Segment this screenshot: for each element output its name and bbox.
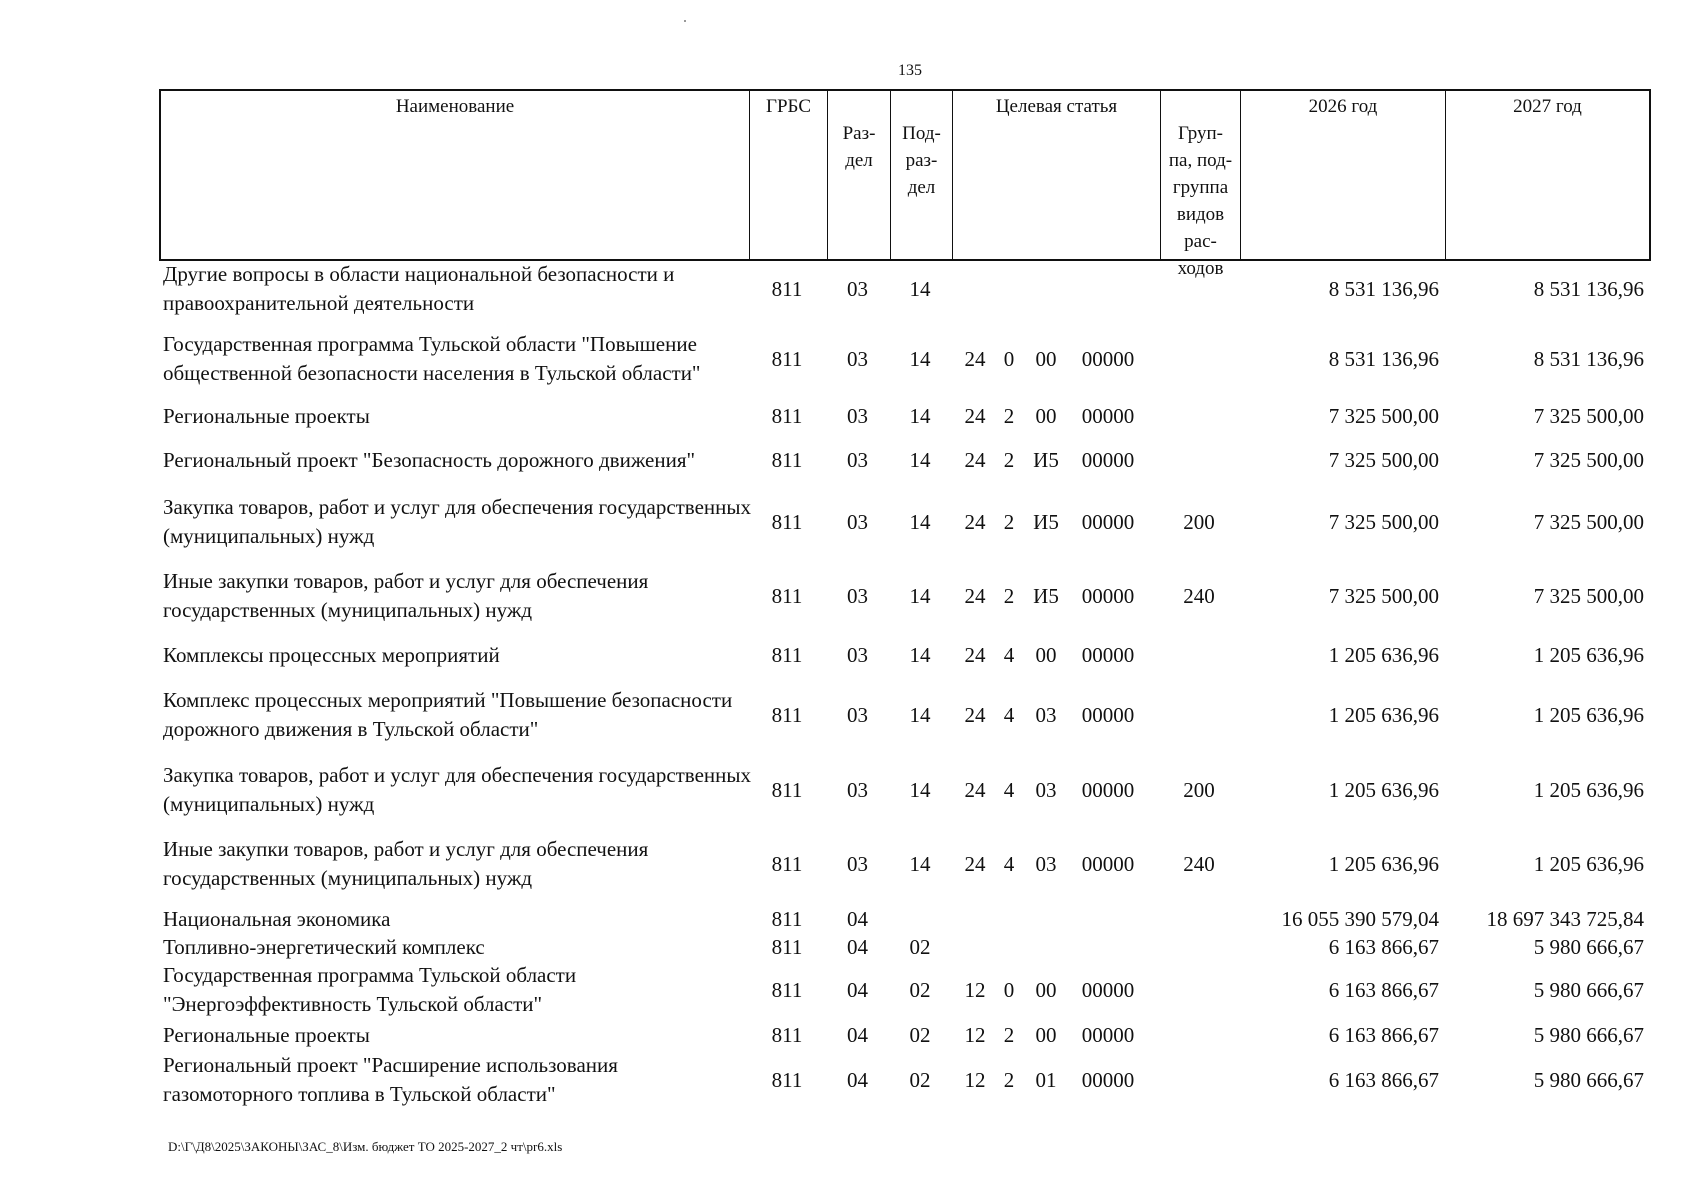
cell-target-subprogram: И5 <box>1033 509 1059 534</box>
cell-target-subprogram <box>1025 934 1067 960</box>
table-row <box>159 494 1651 550</box>
cell-amount-2027: 5 980 666,67 <box>1533 1067 1644 1092</box>
cell-razdel: 03 <box>847 509 868 534</box>
cell-podrazdel: 14 <box>909 642 931 667</box>
cell-amount-2026: 1 205 636,96 <box>1328 702 1439 727</box>
cell-grbs: 811 <box>771 1022 803 1047</box>
cell-grbs: 811 <box>771 702 803 727</box>
cell-target-direction: 00000 <box>1081 509 1135 534</box>
cell-target-direction: 00000 <box>1081 977 1135 1002</box>
header-target-text: Целевая статья <box>995 96 1118 117</box>
cell-target-type: 2 <box>1003 403 1015 428</box>
header-2026-text: 2026 год <box>1308 96 1378 117</box>
cell-name: Иные закупки товаров, работ и услуг для обеспечения государственных (муниципальных) нужд <box>163 569 649 622</box>
cell-target-type: 0 <box>1003 977 1015 1002</box>
cell-grbs: 811 <box>771 642 803 667</box>
cell-target-type: 4 <box>1003 777 1015 802</box>
cell-target-direction: 00000 <box>1081 702 1135 727</box>
cell-amount-2026: 1 205 636,96 <box>1328 642 1439 667</box>
cell-target-type <box>997 906 1021 932</box>
cell-expense-group <box>1159 638 1239 672</box>
table-row <box>159 684 1651 746</box>
cell-expense-group <box>1159 962 1239 1018</box>
cell-amount-2026: 7 325 500,00 <box>1328 509 1439 534</box>
cell-target-type: 0 <box>1003 346 1015 371</box>
cell-name: Комплекс процессных мероприятий "Повышение безопасности дорожного движения в Тульской области" <box>163 688 733 741</box>
cell-name: Региональный проект "Расширение использования газомоторного топлива в Тульской области" <box>163 1053 618 1106</box>
table-row <box>159 836 1651 892</box>
cell-podrazdel: 14 <box>909 276 931 301</box>
header-2026 <box>1241 91 1446 259</box>
cell-podrazdel: 02 <box>909 934 931 959</box>
cell-target-program: 12 <box>964 1067 986 1092</box>
cell-razdel: 04 <box>847 934 868 959</box>
cell-amount-2027: 1 205 636,96 <box>1533 851 1644 876</box>
cell-expense-group <box>1159 316 1239 402</box>
cell-podrazdel: 14 <box>909 583 931 608</box>
cell-expense-group <box>1159 684 1239 746</box>
cell-amount-2026: 8 531 136,96 <box>1328 276 1439 301</box>
cell-expense-group: 200 <box>1183 509 1215 534</box>
cell-target-type <box>997 934 1021 960</box>
cell-name: Закупка товаров, работ и услуг для обеспечения государственных (муниципальных) нужд <box>163 763 752 816</box>
cell-target-subprogram: 00 <box>1035 1022 1057 1047</box>
cell-target-direction: 00000 <box>1081 403 1135 428</box>
cell-amount-2026: 16 055 390 579,04 <box>1281 906 1439 931</box>
cell-target-type: 2 <box>1003 1022 1015 1047</box>
header-podrazdel <box>891 91 953 259</box>
table-row <box>159 906 1651 932</box>
cell-target-type: 4 <box>1003 851 1015 876</box>
cell-expense-group: 240 <box>1183 583 1215 608</box>
cell-target-type: 4 <box>1003 702 1015 727</box>
cell-target-subprogram <box>1025 260 1067 318</box>
header-grbs-text: ГРБС <box>765 96 811 117</box>
cell-grbs: 811 <box>771 276 803 301</box>
cell-razdel: 04 <box>847 1022 868 1047</box>
page-number: 135 <box>898 62 922 79</box>
cell-grbs: 811 <box>771 447 803 472</box>
cell-target-program: 24 <box>964 447 986 472</box>
table-row <box>159 316 1651 402</box>
table-row <box>159 402 1651 430</box>
header-2027-text: 2027 год <box>1513 96 1582 117</box>
cell-target-subprogram: И5 <box>1033 583 1059 608</box>
cell-razdel: 03 <box>847 777 868 802</box>
cell-amount-2026: 1 205 636,96 <box>1328 851 1439 876</box>
cell-amount-2027: 5 980 666,67 <box>1533 1022 1644 1047</box>
cell-name: Другие вопросы в области национальной безопасности и правоохранительной деятельности <box>163 262 675 315</box>
cell-amount-2027: 7 325 500,00 <box>1533 509 1644 534</box>
cell-target-direction: 00000 <box>1081 642 1135 667</box>
header-target <box>953 91 1161 259</box>
cell-amount-2026: 7 325 500,00 <box>1328 447 1439 472</box>
cell-podrazdel <box>889 906 951 932</box>
table-row <box>159 1052 1651 1108</box>
cell-target-direction: 00000 <box>1081 583 1135 608</box>
cell-podrazdel: 14 <box>909 509 931 534</box>
cell-grbs: 811 <box>771 906 803 931</box>
header-group-text: Груп- па, под- группа видов рас- ходов <box>1168 123 1233 279</box>
cell-target-type <box>997 260 1021 318</box>
footer-file-path: D:\Г\Д8\2025\ЗАКОНЫ\ЗАС_8\Изм. бюджет ТО 2025-2027_2 чт\pr6.xls <box>168 1139 563 1154</box>
cell-podrazdel: 14 <box>909 702 931 727</box>
cell-target-subprogram: 03 <box>1035 851 1057 876</box>
cell-target-program <box>958 934 992 960</box>
cell-target-subprogram: И5 <box>1033 447 1059 472</box>
cell-target-type: 2 <box>1003 447 1015 472</box>
cell-amount-2026: 6 163 866,67 <box>1328 1022 1439 1047</box>
cell-expense-group <box>1159 402 1239 430</box>
cell-amount-2026: 6 163 866,67 <box>1328 1067 1439 1092</box>
cell-expense-group <box>1159 1022 1239 1048</box>
cell-amount-2027: 1 205 636,96 <box>1533 702 1644 727</box>
cell-razdel: 03 <box>847 403 868 428</box>
header-podrazdel-text: Под- раз- дел <box>902 123 941 198</box>
cell-amount-2027: 7 325 500,00 <box>1533 447 1644 472</box>
cell-amount-2027: 1 205 636,96 <box>1533 777 1644 802</box>
header-grbs <box>750 91 828 259</box>
cell-name: Иные закупки товаров, работ и услуг для обеспечения государственных (муниципальных) нужд <box>163 837 649 890</box>
cell-expense-group <box>1159 260 1239 318</box>
cell-target-direction: 00000 <box>1081 346 1135 371</box>
cell-target-subprogram: 03 <box>1035 702 1057 727</box>
cell-podrazdel: 14 <box>909 777 931 802</box>
cell-target-direction <box>1070 934 1146 960</box>
table-row <box>159 568 1651 624</box>
scan-speck <box>684 20 686 22</box>
cell-expense-group <box>1159 934 1239 960</box>
cell-grbs: 811 <box>771 346 803 371</box>
cell-target-subprogram: 03 <box>1035 777 1057 802</box>
table-row <box>159 1022 1651 1048</box>
cell-grbs: 811 <box>771 1067 803 1092</box>
cell-razdel: 04 <box>847 977 868 1002</box>
cell-grbs: 811 <box>771 977 803 1002</box>
cell-name: Региональный проект "Безопасность дорожного движения" <box>163 447 696 472</box>
cell-target-program: 12 <box>964 977 986 1002</box>
cell-target-program: 24 <box>964 851 986 876</box>
cell-grbs: 811 <box>771 851 803 876</box>
table-row <box>159 762 1651 818</box>
cell-target-direction <box>1070 906 1146 932</box>
header-group <box>1161 91 1241 279</box>
cell-amount-2026: 7 325 500,00 <box>1328 403 1439 428</box>
cell-podrazdel: 02 <box>909 977 931 1002</box>
cell-target-direction: 00000 <box>1081 1067 1135 1092</box>
cell-name: Закупка товаров, работ и услуг для обеспечения государственных (муниципальных) нужд <box>163 495 752 548</box>
cell-expense-group <box>1159 1052 1239 1108</box>
table-row <box>159 260 1651 318</box>
cell-target-subprogram: 00 <box>1035 642 1057 667</box>
cell-target-program <box>958 906 992 932</box>
cell-amount-2026: 6 163 866,67 <box>1328 934 1439 959</box>
cell-razdel: 03 <box>847 851 868 876</box>
header-razdel <box>828 91 891 259</box>
cell-target-direction <box>1070 260 1146 318</box>
cell-grbs: 811 <box>771 777 803 802</box>
cell-podrazdel: 02 <box>909 1022 931 1047</box>
cell-amount-2026: 1 205 636,96 <box>1328 777 1439 802</box>
cell-grbs: 811 <box>771 934 803 959</box>
cell-amount-2027: 8 531 136,96 <box>1533 346 1644 371</box>
cell-target-program <box>958 260 992 318</box>
cell-podrazdel: 14 <box>909 447 931 472</box>
cell-amount-2027: 7 325 500,00 <box>1533 403 1644 428</box>
cell-target-subprogram: 00 <box>1035 346 1057 371</box>
cell-amount-2026: 8 531 136,96 <box>1328 346 1439 371</box>
cell-amount-2026: 6 163 866,67 <box>1328 977 1439 1002</box>
cell-target-direction: 00000 <box>1081 777 1135 802</box>
cell-target-program: 24 <box>964 403 986 428</box>
table-row <box>159 934 1651 960</box>
cell-amount-2027: 7 325 500,00 <box>1533 583 1644 608</box>
cell-grbs: 811 <box>771 583 803 608</box>
cell-amount-2027: 5 980 666,67 <box>1533 934 1644 959</box>
cell-podrazdel: 02 <box>909 1067 931 1092</box>
cell-razdel: 03 <box>847 447 868 472</box>
cell-target-subprogram <box>1025 906 1067 932</box>
cell-grbs: 811 <box>771 509 803 534</box>
cell-expense-group: 200 <box>1183 777 1215 802</box>
cell-grbs: 811 <box>771 403 803 428</box>
cell-target-program: 24 <box>964 509 986 534</box>
cell-target-program: 12 <box>964 1022 986 1047</box>
cell-target-type: 2 <box>1003 509 1015 534</box>
cell-name: Региональные проекты <box>163 1022 370 1047</box>
cell-target-type: 2 <box>1003 1067 1015 1092</box>
table-row <box>159 638 1651 672</box>
cell-razdel: 03 <box>847 642 868 667</box>
cell-name: Региональные проекты <box>163 403 370 428</box>
header-razdel-text: Раз- дел <box>842 123 876 171</box>
cell-podrazdel: 14 <box>909 346 931 371</box>
cell-expense-group <box>1159 432 1239 488</box>
cell-name: Государственная программа Тульской области "Энергоэффективность Тульской области" <box>163 963 577 1016</box>
cell-target-program: 24 <box>964 702 986 727</box>
cell-amount-2027: 8 531 136,96 <box>1533 276 1644 301</box>
table-row <box>159 432 1651 488</box>
cell-name: Топливно-энергетический комплекс <box>163 934 485 959</box>
header-2027 <box>1446 91 1649 259</box>
cell-razdel: 03 <box>847 702 868 727</box>
cell-target-subprogram: 00 <box>1035 403 1057 428</box>
cell-amount-2027: 18 697 343 725,84 <box>1486 906 1644 931</box>
cell-razdel: 04 <box>847 906 868 931</box>
cell-expense-group: 240 <box>1183 851 1215 876</box>
cell-amount-2026: 7 325 500,00 <box>1328 583 1439 608</box>
cell-razdel: 03 <box>847 346 868 371</box>
table-header <box>159 89 1651 279</box>
cell-target-subprogram: 01 <box>1035 1067 1057 1092</box>
cell-target-program: 24 <box>964 777 986 802</box>
cell-target-program: 24 <box>964 583 986 608</box>
cell-target-direction: 00000 <box>1081 447 1135 472</box>
cell-podrazdel: 14 <box>909 403 931 428</box>
header-name <box>161 91 750 259</box>
cell-name: Национальная экономика <box>163 906 391 931</box>
cell-target-type: 2 <box>1003 583 1015 608</box>
cell-expense-group <box>1159 906 1239 932</box>
cell-name: Комплексы процессных мероприятий <box>163 642 500 667</box>
cell-target-type: 4 <box>1003 642 1015 667</box>
cell-podrazdel: 14 <box>909 851 931 876</box>
cell-name: Государственная программа Тульской области "Повышение общественной безопасности населения в Тульской области" <box>163 332 701 385</box>
cell-target-direction: 00000 <box>1081 1022 1135 1047</box>
cell-razdel: 03 <box>847 276 868 301</box>
header-name-text: Наименование <box>395 96 515 117</box>
cell-target-program: 24 <box>964 346 986 371</box>
cell-target-subprogram: 00 <box>1035 977 1057 1002</box>
cell-amount-2027: 1 205 636,96 <box>1533 642 1644 667</box>
cell-target-program: 24 <box>964 642 986 667</box>
table-row <box>159 962 1651 1018</box>
cell-razdel: 04 <box>847 1067 868 1092</box>
cell-amount-2027: 5 980 666,67 <box>1533 977 1644 1002</box>
cell-razdel: 03 <box>847 583 868 608</box>
cell-target-direction: 00000 <box>1081 851 1135 876</box>
